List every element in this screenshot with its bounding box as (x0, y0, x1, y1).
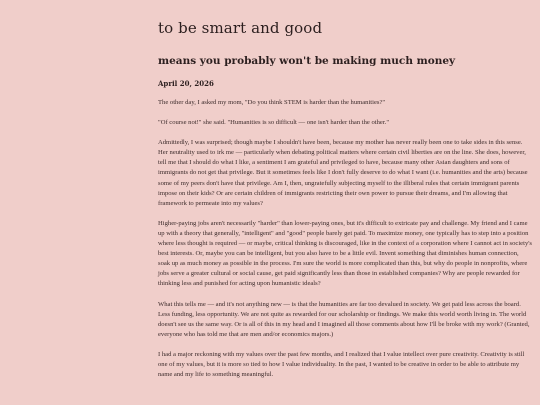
paragraph-1: The other day, I asked my mom, "Do you think STEM is harder than the humanities?" (158, 99, 386, 106)
paragraph-3: Admittedly, I was surprised; though maybe I shouldn't have been, because my mother has never really been one to take sides in this sense. Her neutrality used to irk me — particularly when debating political matters where certain civil liberties are on the line. She does, however, tell me that I should do what I like, a sentiment I am grateful and privileged to have, because many other Asian daughters and sons of immigrants do not get that privilege. But it sometimes feels like I don't fully deserve to do what I want (i.e. humanities and the arts) because some of my peers don't have that privilege. Am I, then, ungratefully subjecting myself to the illiberal rules that certain immigrant parents impose on their kids? Or are certain children of immigrants restricting their own power to pursue their dreams, and I'm allowing that framework to permeate into my values? (158, 139, 528, 207)
paragraph-6: I had a major reckoning with my values over the past few months, and I realized that I value intellect over pure creativity. Creativity is still one of my values, but it is more so tied to how I value individuality. In the past, I wanted to be creative in order to be able to attribute my name and my life to something meaningful. (158, 350, 525, 379)
post-date: April 20, 2026 (158, 79, 214, 88)
post-title: to be smart and good (158, 19, 323, 37)
paragraph-4: Higher-paying jobs aren't necessarily "harder" than lower-paying ones, but it's difficult to extricate pay and challenge. My friend and I came up with a theory that generally, "intelligent" and "good" people barely get paid. To maximize money, one typically has to step into a position where less thought is required — or maybe, critical thinking is discouraged, like in the context of a corporation where I cannot act in society's best interests. Or, maybe you can be intelligent, but you also have to be a little evil. Invent something that diminishes human connection, soak up as much money as possible in the process. I'm sure the world is more complicated than this, but why do people in nonprofits, where jobs serve a greater cultural or social cause, get paid significantly less than those in established companies? Why are people rewarded for thinking less and punished for acting upon humanistic ideals? (158, 219, 532, 288)
post-subtitle: means you probably won't be making much money (158, 55, 456, 67)
blog-article (158, 18, 532, 390)
paragraph-2: "Of course not!" she said. "Humanities is so difficult — one isn't harder than the other." (158, 119, 390, 127)
paragraph-5: What this tells me — and it's not anything new — is that the humanities are far too devalued in society. We get paid less across the board. Less funding, less opportunity. We are not quite as rewarded for our scholarship or findings. We make this world worth living in. The world doesn't see us the same way. Or is all of this in my head and I imagined all those comments about how I'll be broke with my work? (Granted, everyone who has told me that are men and/or economics majors.) (158, 300, 530, 338)
